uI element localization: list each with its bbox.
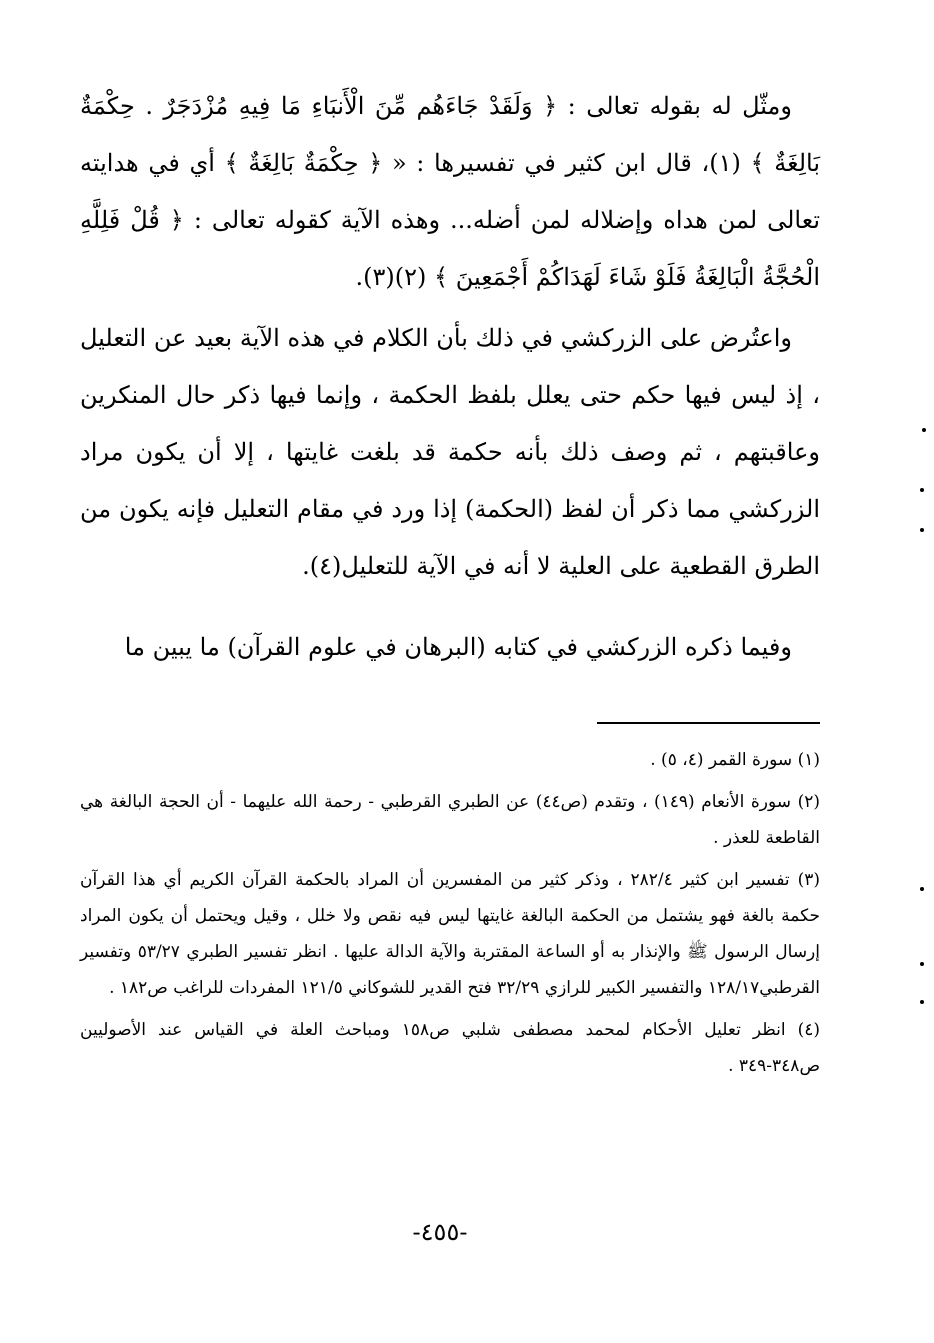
body-text bbox=[80, 78, 820, 676]
paragraph-1: ومثّل له بقوله تعالى : ﴿ وَلَقَدْ جَاءَهُم مِّنَ الْأَنبَاءِ مَا فِيهِ مُزْدَجَرٌ . حِكْمَةٌ بَالِغَةٌ ﴾ (١)، قال ابن كثير في تفسيرها : « ﴿ حِكْمَةٌ بَالِغَةٌ ﴾ أي في هدايته تعالى لمن هداه وإضلاله لمن أضله... وهذه الآية كقوله تعالى : ﴿ قُلْ فَلِلَّهِ الْحُجَّةُ الْبَالِغَةُ فَلَوْ شَاءَ لَهَدَاكُمْ أَجْمَعِينَ ﴾ (٢)(٣). bbox=[80, 92, 820, 291]
scan-speck bbox=[922, 428, 926, 432]
page-number: -٤٥٥- bbox=[412, 1218, 468, 1246]
footnote-2: (٢) سورة الأنعام (١٤٩) ، وتقدم (ص٤٤) عن الطبري القرطبي - رحمة الله عليهما - أن الحجة البالغة هي القاطعة للعذر . bbox=[80, 792, 820, 848]
footnote-3: (٣) تفسير ابن كثير ٢٨٢/٤ ، وذكر كثير من المفسرين أن المراد بالحكمة القرآن الكريم أي هذا القرآن حكمة بالغة فهو يشتمل من الحكمة البالغة غايتها ليس فيه نقص ولا خلل ، وقيل ويحتمل أن يكون المراد إرسال الرسول ﷺ والإنذار به أو الساعة المقتربة والآية الدالة عليها . انظر تفسير الطبري ٥٣/٢٧ وتفسير القرطبي١٢٨/١٧ والتفسير الكبير للرازي ٣٢/٢٩ فتح القدير للشوكاني ١٢١/٥ المفردات للراغب ص١٨٢ . bbox=[80, 870, 820, 998]
footnote-4: (٤) انظر تعليل الأحكام لمحمد مصطفى شلبي ص١٥٨ ومباحث العلة في القياس عند الأصوليين ص٣٤٨-٣٤٩ . bbox=[80, 1020, 821, 1076]
footnote-1: (١) سورة القمر (٤، ٥) . bbox=[650, 750, 820, 770]
footnote-divider bbox=[597, 722, 820, 724]
paragraph-2: واعتُرض على الزركشي في ذلك بأن الكلام في هذه الآية بعيد عن التعليل ، إذ ليس فيها حكم حتى يعلل بلفظ الحكمة ، وإنما فيها ذكر حال المنكرين وعاقبتهم ، ثم وصف ذلك بأنه حكمة قد بلغت غايتها ، إلا أن يكون مراد الزركشي مما ذكر أن لفظ (الحكمة) إذا ورد في مقام التعليل فإنه يكون من الطرق القطعية على العلية لا أنه في الآية للتعليل(٤). bbox=[80, 324, 820, 580]
paragraph-3: وفيما ذكره الزركشي في كتابه (البرهان في علوم القرآن) ما يبين ما bbox=[124, 633, 792, 661]
footnotes bbox=[80, 742, 820, 1090]
scan-speck bbox=[920, 1000, 924, 1004]
scan-speck bbox=[920, 488, 924, 492]
scan-speck bbox=[920, 528, 924, 532]
scan-speck bbox=[920, 962, 924, 966]
scan-speck bbox=[920, 887, 924, 891]
